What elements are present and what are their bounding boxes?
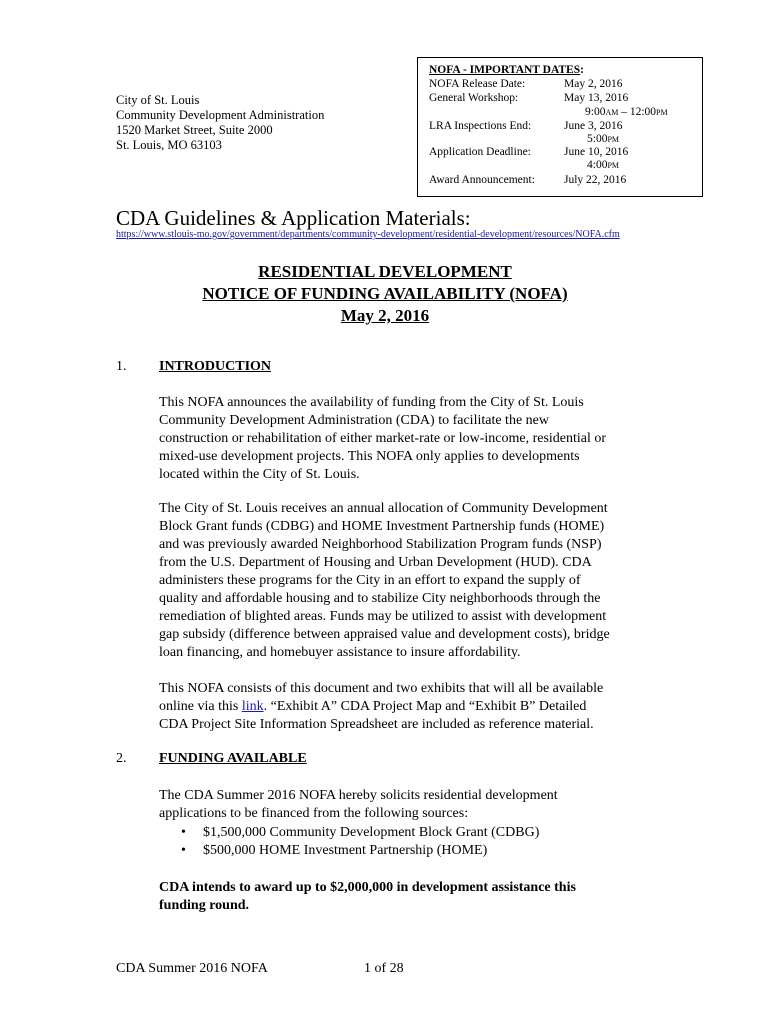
address-line: 1520 Market Street, Suite 2000 (116, 123, 273, 137)
address-line: St. Louis, MO 63103 (116, 138, 222, 152)
text-line: Block Grant funds (CDBG) and HOME Investment Partnership funds (HOME) (159, 519, 605, 534)
lra-time: 5:00PM (587, 133, 620, 145)
workshop-label: General Workshop: (429, 92, 519, 104)
text-line: loan financing, and homebuyer assistance to insure affordability. (159, 645, 521, 660)
address-line: Community Development Administration (116, 108, 325, 122)
release-date-label: NOFA Release Date: (429, 78, 526, 90)
deadline-time: 4:00PM (587, 159, 620, 171)
workshop-value: May 13, 2016 (564, 92, 629, 104)
text-line: remediation of blighted areas. Funds may be utilized to assist with development (159, 609, 607, 624)
important-dates-box (417, 57, 703, 197)
text-line: The CDA Summer 2016 NOFA hereby solicits residential development (159, 788, 558, 803)
release-date-value: May 2, 2016 (564, 78, 623, 90)
workshop-time: 9:00AM – 12:00PM (585, 106, 668, 118)
award-statement (159, 879, 659, 915)
section-number: 1. (116, 359, 127, 374)
text-line: CDA Project Site Information Spreadsheet are included as reference material. (159, 717, 594, 732)
intro-paragraph-3 (159, 680, 659, 734)
text-line: gap subsidy (difference between appraised value and development costs), bridge (159, 627, 610, 642)
bullet-item: • $1,500,000 Community Development Block Grant (CDBG) (181, 825, 540, 840)
text-line: This NOFA consists of this document and two exhibits that will all be available (159, 681, 604, 696)
section-number: 2. (116, 751, 127, 766)
important-dates-title: NOFA - IMPORTANT DATES: (429, 64, 584, 76)
address-block (116, 93, 324, 153)
intro-paragraph-1 (159, 394, 659, 484)
lra-label: LRA Inspections End: (429, 120, 532, 132)
bullet-icon: • (181, 843, 186, 858)
deadline-value: June 10, 2016 (564, 146, 629, 158)
award-label: Award Announcement: (429, 174, 535, 186)
text-line: The City of St. Louis receives an annual allocation of Community Development (159, 501, 608, 516)
document-title-line2: NOTICE OF FUNDING AVAILABILITY (NOFA) (202, 284, 568, 303)
text-line: CDA intends to award up to $2,000,000 in development assistance this (159, 880, 576, 895)
text-line: administers these programs for the City in an effort to expand the supply of (159, 573, 581, 588)
text-line: located within the City of St. Louis. (159, 467, 360, 482)
lra-value: June 3, 2016 (564, 120, 623, 132)
section-heading-funding-available: FUNDING AVAILABLE (159, 751, 307, 766)
nofa-link[interactable]: link (241, 699, 264, 714)
text-line: This NOFA announces the availability of funding from the City of St. Louis (159, 395, 584, 410)
text-line: applications to be financed from the following sources: (159, 806, 469, 821)
address-line: City of St. Louis (116, 93, 200, 107)
guidelines-url-link[interactable]: https://www.stlouis-mo.gov/government/departments/community-development/residential-development/resources/NOFA.cfm (116, 229, 620, 240)
guidelines-heading: CDA Guidelines & Application Materials: (116, 206, 471, 230)
deadline-label: Application Deadline: (429, 146, 531, 158)
text-line: online via this link. “Exhibit A” CDA Project Map and “Exhibit B” Detailed (159, 699, 587, 714)
bullet-icon: • (181, 825, 186, 840)
award-value: July 22, 2016 (564, 174, 627, 186)
text-line: funding round. (159, 898, 250, 913)
footer-page-number: 1 of 28 (364, 961, 404, 976)
intro-paragraph-2 (159, 500, 659, 662)
text-line: mixed-use development projects. This NOFA only applies to developments (159, 449, 580, 464)
text-line: construction or rehabilitation of either market-rate or low-income, residential or (159, 431, 607, 446)
section-heading-introduction: INTRODUCTION (159, 359, 272, 374)
text-line: from the U.S. Department of Housing and Urban Development (HUD). CDA (159, 555, 592, 570)
funding-paragraph (159, 787, 659, 823)
text-line: Community Development Administration (CDA) to facilitate the new (159, 413, 549, 428)
bullet-item: • $500,000 HOME Investment Partnership (HOME) (181, 843, 488, 858)
document-title-line1: RESIDENTIAL DEVELOPMENT (258, 262, 512, 281)
footer-document-name: CDA Summer 2016 NOFA (116, 961, 268, 976)
text-line: and was previously awarded Neighborhood Stabilization Program funds (NSP) (159, 537, 602, 552)
document-title-date: May 2, 2016 (340, 306, 430, 325)
text-line: quality and affordable housing and to stabilize City neighborhoods through the (159, 591, 601, 606)
